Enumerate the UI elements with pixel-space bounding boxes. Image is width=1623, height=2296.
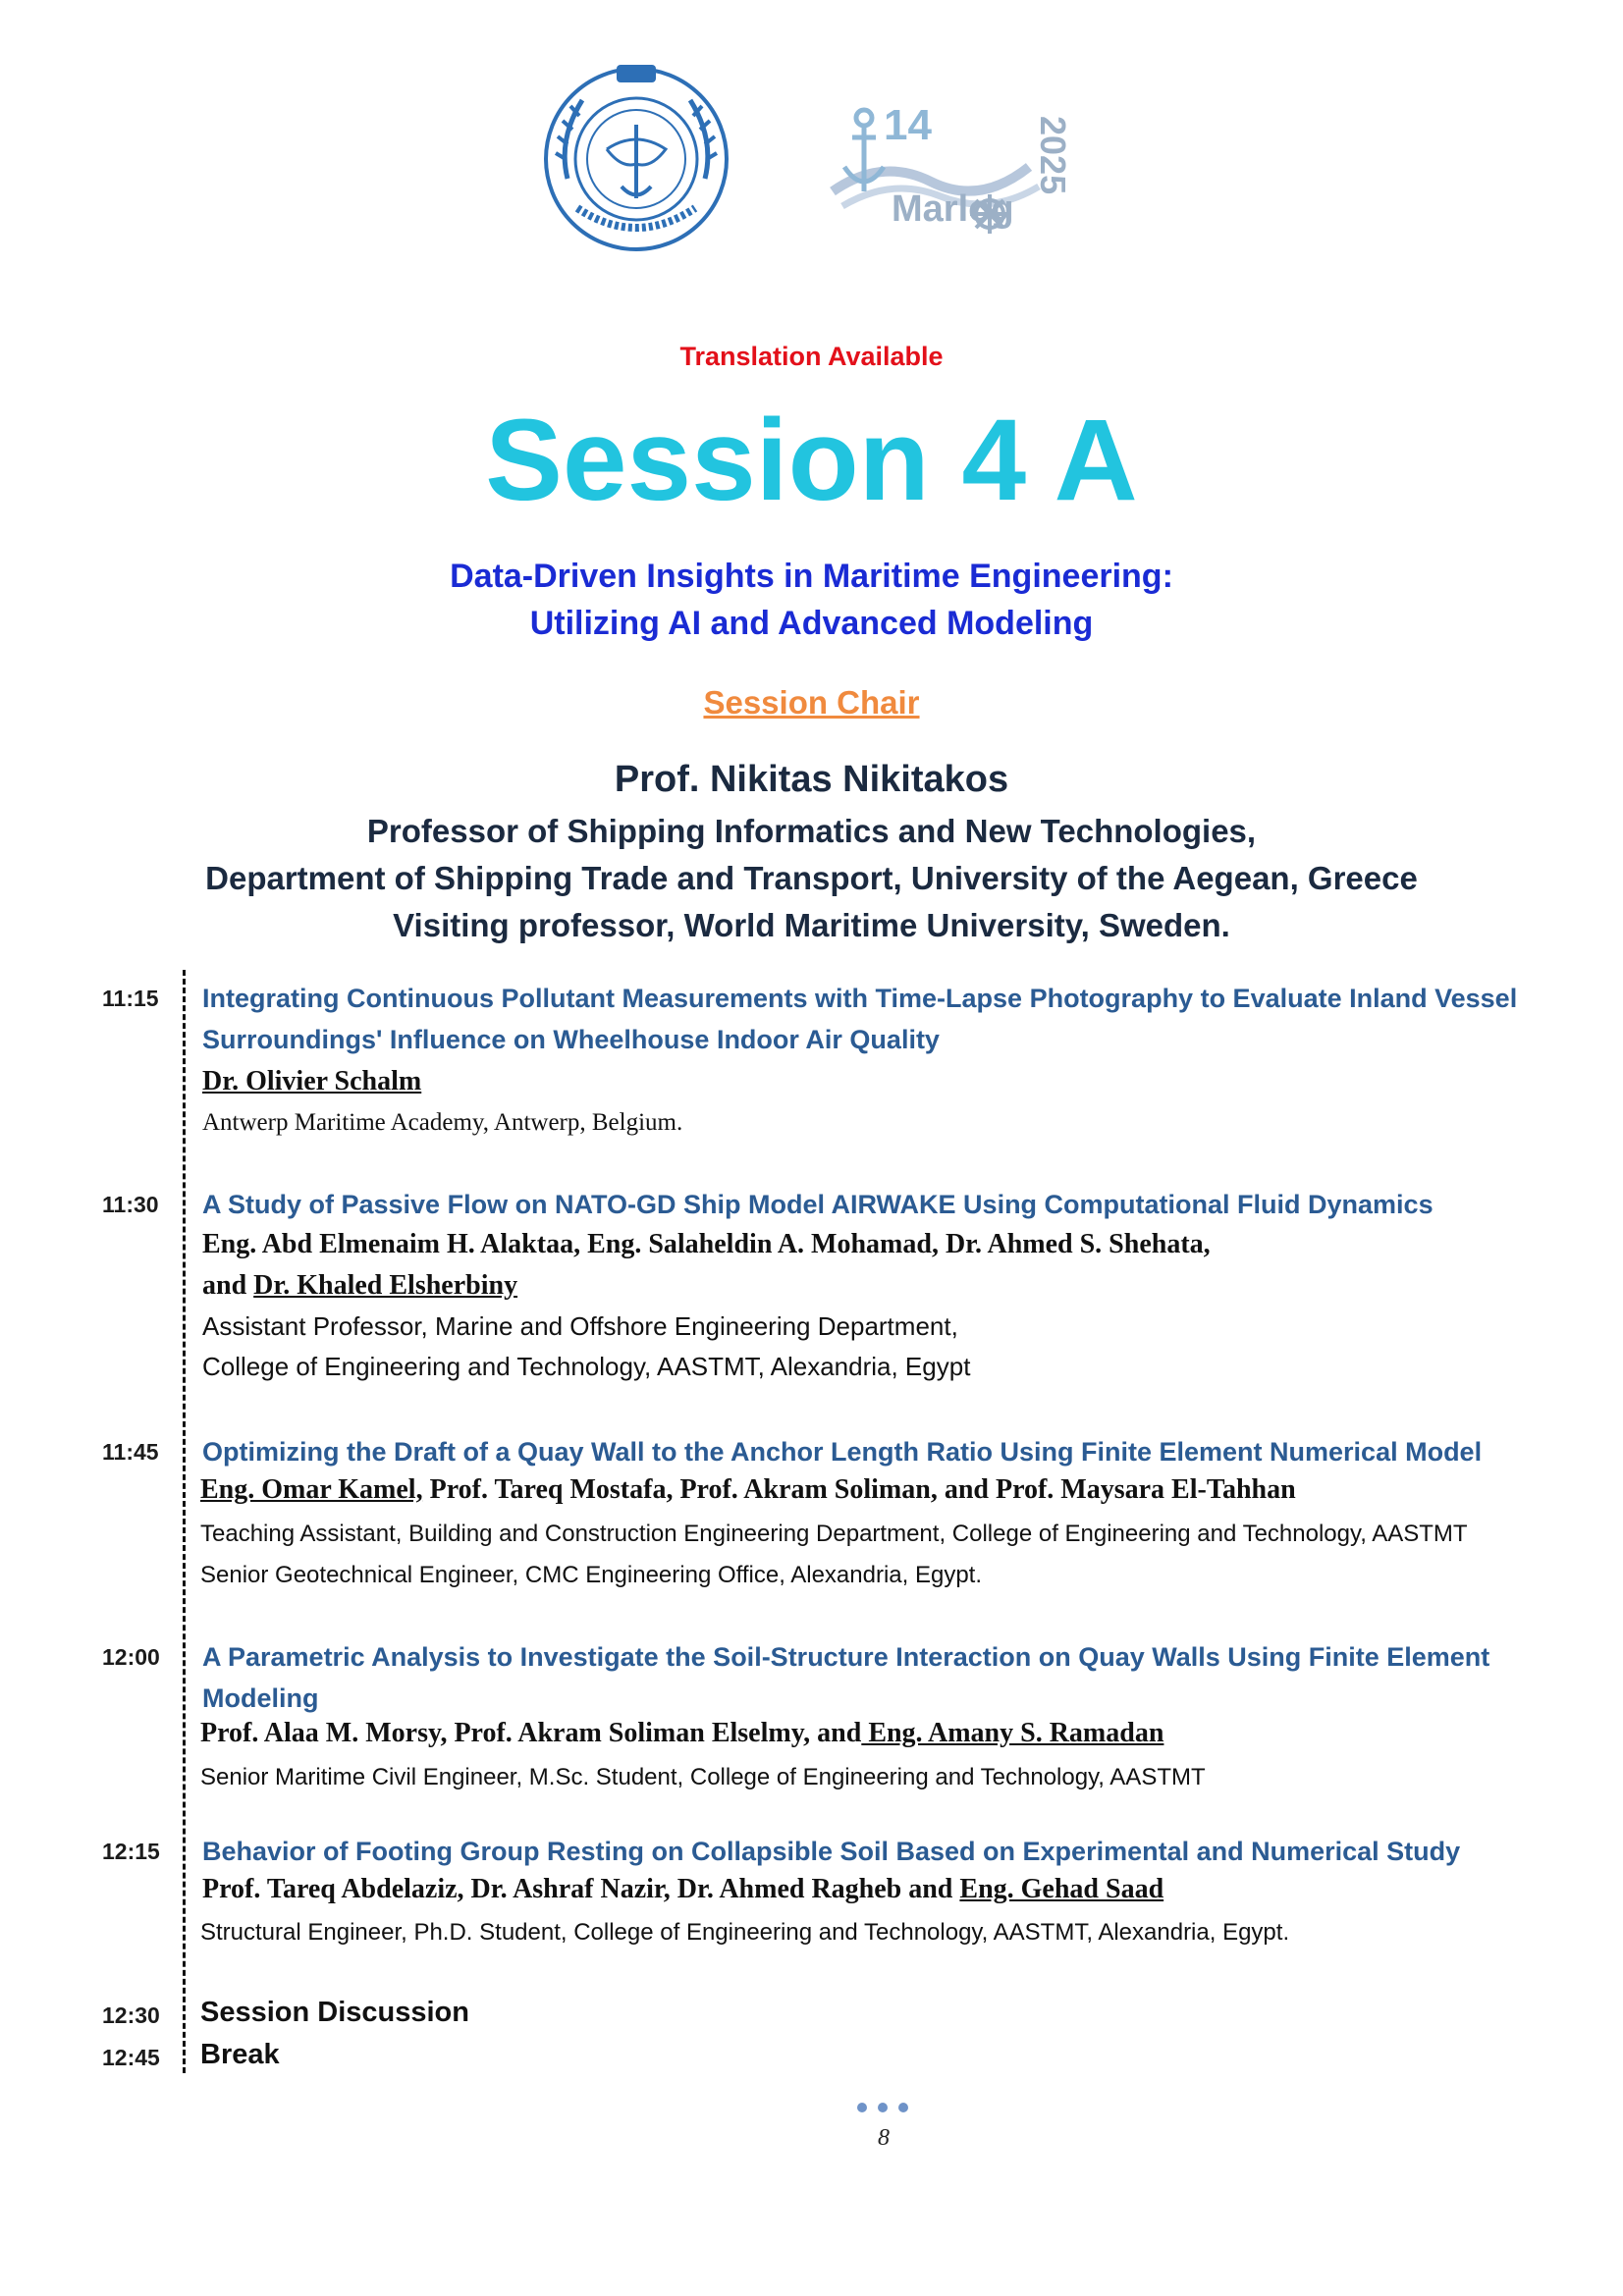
affiliation: Assistant Professor, Marine and Offshore Engineering Department, (202, 1311, 958, 1341)
time-slot: 12:15 (102, 1839, 160, 1864)
chair-title-line-2: Department of Shipping Trade and Transport, University of the Aegean, Greece (205, 860, 1418, 896)
presenter-name: Eng. Omar Kamel, (200, 1474, 423, 1505)
time-slot: 12:00 (102, 1644, 160, 1670)
presenter-name: Eng. Amany S. Ramadan (861, 1718, 1164, 1748)
logo-row (0, 61, 1623, 267)
paper-title: A Study of Passive Flow on NATO-GD Ship Model AIRWAKE Using Computational Fluid Dynamics (202, 1190, 1434, 1219)
presenter-name: Dr. Khaled Elsherbiny (253, 1270, 518, 1301)
affiliation: College of Engineering and Technology, AASTMT, Alexandria, Egypt (202, 1352, 971, 1381)
affiliation: Senior Geotechnical Engineer, CMC Engineering Office, Alexandria, Egypt. (200, 1562, 983, 1588)
paper-title: Integrating Continuous Pollutant Measurements with Time-Lapse Photography to Evaluate Inland Vessel (202, 984, 1518, 1013)
translation-available-note: Translation Available (679, 342, 944, 371)
break-label: Break (200, 2039, 280, 2070)
session-title: Session 4 A (485, 396, 1138, 525)
session-chair-heading: Session Chair (703, 684, 920, 721)
time-slot: 12:45 (102, 2045, 160, 2070)
session-discussion-label: Session Discussion (200, 1997, 469, 2028)
presenter-name: Eng. Gehad Saad (959, 1874, 1164, 1904)
paper-title: A Parametric Analysis to Investigate the Soil-Structure Interaction on Quay Walls Using Finite Element (202, 1642, 1490, 1672)
author-list (202, 1270, 517, 1302)
svg-text:2025: 2025 (1033, 116, 1073, 195)
presenter-name: Dr. Olivier Schalm (202, 1066, 422, 1096)
chair-title-line-1: Professor of Shipping Informatics and New Technologies, (366, 813, 1257, 849)
time-slot: 11:15 (102, 986, 159, 1011)
affiliation: Antwerp Maritime Academy, Antwerp, Belgium. (202, 1109, 683, 1136)
svg-text:14: 14 (884, 101, 932, 149)
schedule-timeline-line (183, 970, 186, 2073)
session-subtitle-line-2: Utilizing AI and Advanced Modeling (529, 605, 1094, 642)
affiliation: Teaching Assistant, Building and Construction Engineering Department, College of Engineering and Technology, AASTMT (200, 1521, 1468, 1547)
session-subtitle-line-1: Data-Driven Insights in Maritime Engineering: (450, 558, 1173, 595)
paper-title: Surroundings' Influence on Wheelhouse Indoor Air Quality (202, 1025, 940, 1054)
author-conjunction: and (202, 1270, 247, 1301)
author-list (202, 1874, 1163, 1905)
co-authors: Prof. Alaa M. Morsy, Prof. Akram Soliman Elselmy, and (200, 1718, 862, 1748)
chair-name: Prof. Nikitas Nikitakos (614, 759, 1009, 800)
chair-title-line-3: Visiting professor, World Maritime University, Sweden. (393, 907, 1230, 943)
academy-logo (538, 61, 734, 257)
svg-text:Marlog: Marlog (892, 188, 1014, 230)
author-list: Eng. Abd Elmenaim H. Alaktaa, Eng. Salaheldin A. Mohamad, Dr. Ahmed S. Shehata, (202, 1229, 1211, 1259)
affiliation: Structural Engineer, Ph.D. Student, College of Engineering and Technology, AASTMT, Alexandria, Egypt. (200, 1919, 1290, 1946)
co-authors: Prof. Tareq Abdelaziz, Dr. Ashraf Nazir, Dr. Ahmed Ragheb and (202, 1874, 953, 1904)
paper-title: Behavior of Footing Group Resting on Collapsible Soil Based on Experimental and Numerical Study (202, 1837, 1461, 1866)
ellipsis-dots-icon (855, 2101, 910, 2114)
time-slot: 11:30 (102, 1192, 159, 1217)
co-authors: Prof. Tareq Mostafa, Prof. Akram Soliman, and Prof. Maysara El-Tahhan (422, 1474, 1296, 1505)
time-slot: 12:30 (102, 2002, 160, 2028)
affiliation: Senior Maritime Civil Engineer, M.Sc. Student, College of Engineering and Technology, AASTMT (200, 1764, 1206, 1790)
author-list (200, 1474, 1296, 1506)
page-number: 8 (878, 2125, 890, 2151)
paper-title: Optimizing the Draft of a Quay Wall to the Anchor Length Ratio Using Finite Element Numerical Model (202, 1437, 1483, 1467)
paper-title: Modeling (202, 1683, 319, 1713)
author-list (200, 1718, 1163, 1749)
marlog-logo (823, 98, 1080, 245)
time-slot: 11:45 (102, 1439, 159, 1465)
